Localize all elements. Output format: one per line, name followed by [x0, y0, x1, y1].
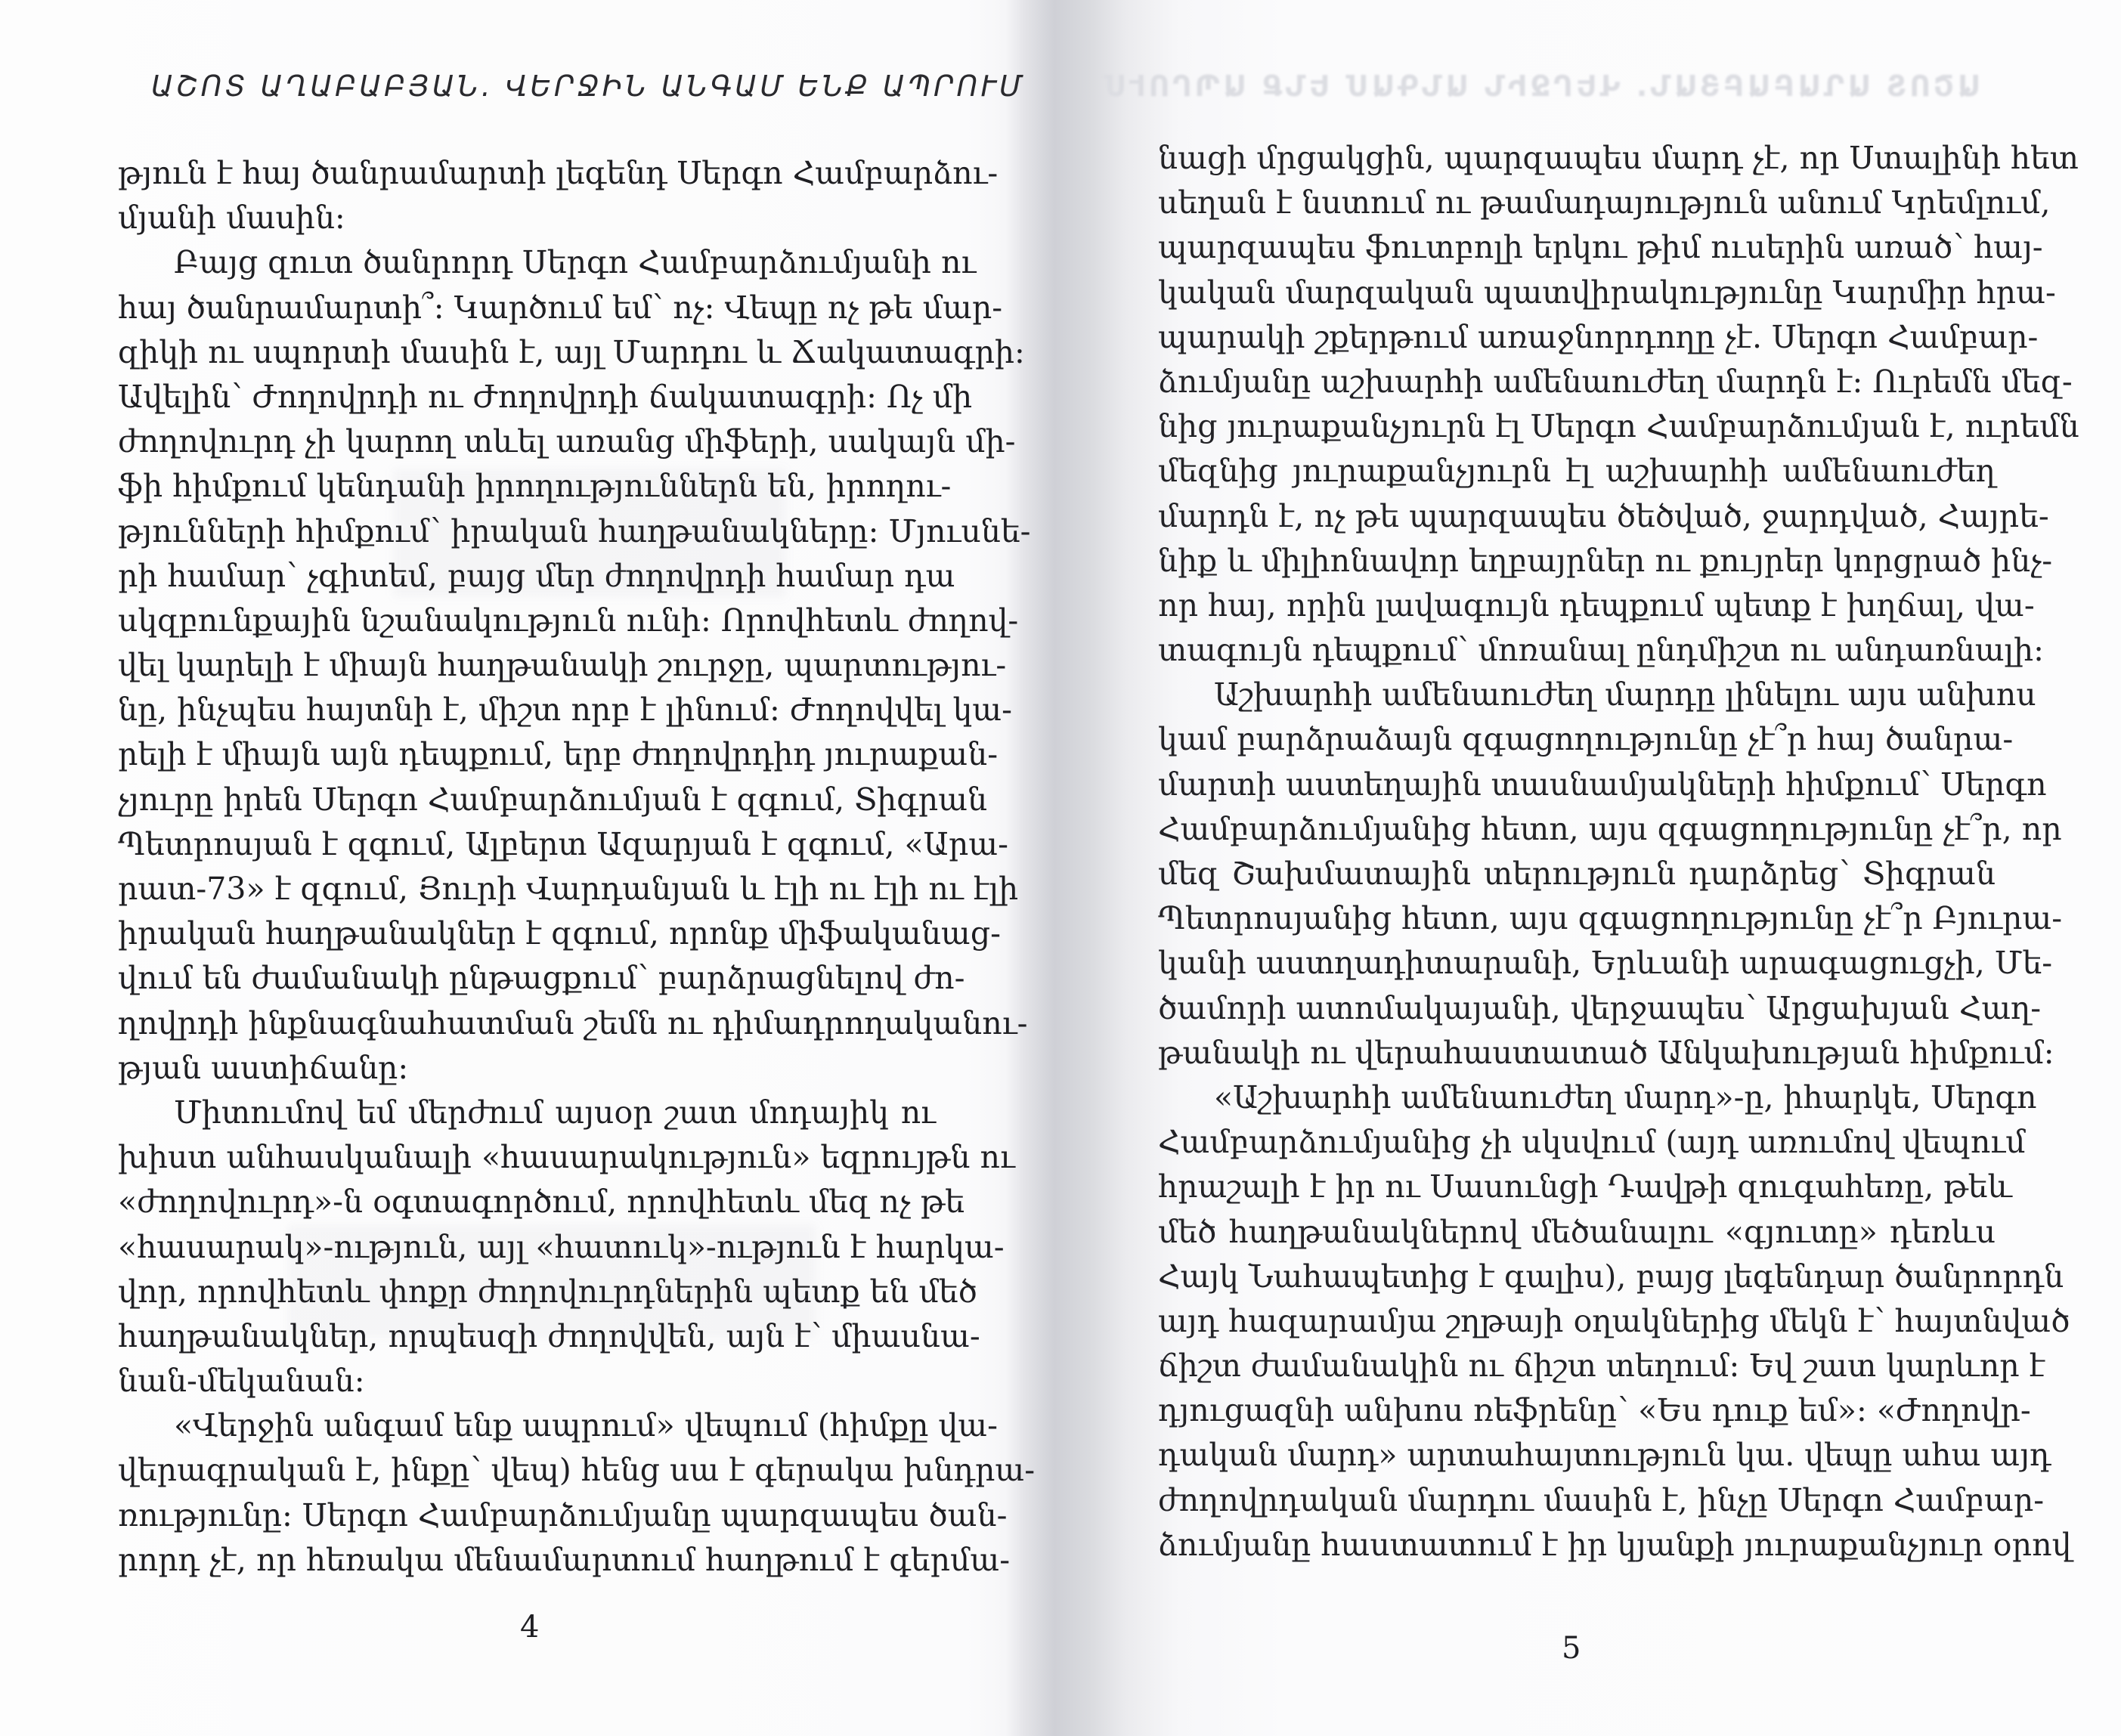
text-line: ծամորի ատոմակայանի, վերջապես՝ Արցախյան Հաղ- — [1158, 989, 2042, 1026]
text-line: «Աշխարհի ամենաուժեղ մարդ»-ը, իհարկե, Սերգո — [1214, 1078, 2037, 1116]
text-line: սկզբունքային նշանակություն ունի: Որովհետև ժողով- — [118, 602, 1019, 639]
text-line: մյանի մասին: — [118, 200, 345, 237]
text-line: թյունների հիմքում՝ իրական հաղթանակները: Մյուսնե- — [118, 512, 1031, 549]
text-line: ճիշտ ժամանակին ու ճիշտ տեղում: Եվ շատ կարևոր է — [1158, 1348, 2045, 1385]
running-head: ԱՇՈՏ ԱՂԱԲԱԲՅԱՆ. ՎԵՐՋԻՆ ԱՆԳԱՄ ԵՆՔ ԱՊՐՈՒՄ — [151, 70, 1026, 103]
text-line: հրաշալի է իր ու Սասունցի Դավթի զուգահեռը, թեև — [1158, 1168, 2012, 1205]
text-line: Բայց զուտ ծանրորդ Սերգո Համբարձումյանի ու — [174, 244, 977, 281]
text-line: խիստ անհասկանալի «հասարակություն» եզրույթն ու — [118, 1139, 1015, 1176]
text-line: րի համար՝ չգիտեմ, բայց մեր ժողովրդի համար դա — [118, 557, 955, 594]
text-line: մեծ հաղթանակներով մեծանալու «գյուտը» դեռևս — [1158, 1213, 1996, 1250]
text-line: նը, ինչպես հայտնի է, միշտ որբ է լինում: Ժողովվել կա- — [118, 692, 1013, 729]
text-line: որ հայ, որին լավագույն դեպքում պետք է խղճալ, վա- — [1158, 586, 2035, 624]
text-line: ձումյանը հաստատում է իր կյանքի յուրաքանչյուր օրով — [1158, 1526, 2072, 1563]
text-line: Պետրոսյանից հետո, այս զգացողությունը չէ՞ր Բյուրա- — [1158, 900, 2063, 937]
text-line: չյուրը իրեն Սերգո Համբարձումյան է զգում, Տիգրան — [118, 781, 988, 818]
text-line: Համբարձումյանից չի սկսվում (այդ առումով վեպում — [1158, 1124, 2026, 1161]
text-line: «Վերջին անգամ ենք ապրում» վեպում (հիմքը վա- — [174, 1407, 999, 1444]
text-line: ռությունը: Սերգո Համբարձումյանը պարզապես ծան- — [118, 1496, 1008, 1533]
text-line: կական մարզական պատվիրակությունը Կարմիր հրա- — [1158, 274, 2056, 311]
text-line: նիք և միլիոնավոր եղբայրներ ու քույրեր կորցրած ինչ- — [1158, 542, 2053, 579]
text-line: նից յուրաքանչյուրն էլ Սերգո Համբարձումյան է, ուրեմն — [1158, 408, 2079, 445]
text-line: այդ հազարամյա շղթայի օղակներից մեկն է՝ հայտնված — [1158, 1302, 2070, 1339]
text-line: րորդ չէ, որ հեռակա մենամարտում հաղթում է գերմա- — [118, 1541, 1011, 1578]
text-line: «հասարակ»-ություն, այլ «հատուկ»-ություն է հարկա- — [118, 1228, 1005, 1265]
text-line: կանի աստղադիտարանի, Երևանի արագացուցչի, Մե- — [1158, 945, 2053, 982]
text-line: դական մարդ» արտահայտություն կա. վեպը ահա այդ — [1158, 1437, 2051, 1474]
text-line: մեզ Շախմատային տերություն դարձրեց՝ Տիգրան — [1158, 856, 1996, 892]
page-number-left: 4 — [520, 1610, 540, 1645]
text-line: ժողովրդական մարդու մասին է, ինչը Սերգո Համբար- — [1158, 1481, 2045, 1518]
text-line: վոր, որովհետև փոքր ժողովուրդներին պետք են մեծ — [118, 1273, 977, 1310]
text-line: հաղթանակներ, որպեսզի ժողովվեն, այն է՝ միասնա- — [118, 1317, 980, 1354]
text-line: Հայկ Նահապետից է գալիս), բայց լեգենդար ծանրորդն — [1158, 1258, 2064, 1295]
text-line: ձումյանը աշխարհի ամենաուժեղ մարդն է: Ուրեմն մեզ- — [1158, 363, 2073, 400]
text-line: սեղան է նստում ու թամադայություն անում Կրեմլում, — [1158, 184, 2051, 221]
text-line: Պետրոսյան է զգում, Ալբերտ Ազարյան է զգում, «Արա- — [118, 825, 1009, 862]
text-line: մարդն է, ոչ թե պարզապես ծեծված, ջարդված, Հայրե- — [1158, 497, 2049, 534]
text-line: ղովրդի ինքնագնահատման շեմն ու դիմադրողականու- — [118, 1004, 1028, 1041]
text-line: թանակի ու վերահաստատած Անկախության հիմքում: — [1158, 1034, 2054, 1071]
page-number-right: 5 — [1562, 1631, 1581, 1666]
text-line: Ավելին՝ Ժողովրդի ու Ժողովրդի ճակատագրի: Ոչ մի — [118, 378, 973, 415]
text-line: րատ-73» է զգում, Յուրի Վարդանյան և էլի ու էլի ու էլի — [118, 871, 1019, 907]
text-line: «ժողովուրդ»-ն օգտագործում, որովհետև մեզ ոչ թե — [118, 1184, 965, 1221]
text-line: րելի է միայն այն դեպքում, երբ ժողովրդիդ յուրաքան- — [118, 736, 999, 773]
right-page-body — [1158, 136, 2079, 1567]
text-line: թյան աստիճանը: — [118, 1049, 409, 1086]
text-line: մարտի աստեղային տասնամյակների հիմքում՝ Սերգո — [1158, 766, 2047, 803]
text-line: նացի մրցակցին, պարզապես մարդ չէ, որ Ստալինի հետ — [1158, 140, 2079, 176]
text-line: վել կարելի է միայն հաղթանակի շուրջը, պարտությու- — [118, 647, 1007, 684]
text-line: զիկի ու սպորտի մասին է, այլ Մարդու և Ճակատագրի: — [118, 333, 1025, 370]
text-line: ժողովուրդ չի կարող տևել առանց միֆերի, սակայն մի- — [118, 423, 1016, 460]
text-line: Միտումով եմ մերժում այսօր շատ մոդայիկ ու — [174, 1094, 936, 1131]
text-line: մեզնից յուրաքանչյուրն էլ աշխարհի ամենաուժեղ — [1158, 453, 1996, 490]
left-page-body — [118, 151, 1036, 1583]
text-line: ֆի հիմքում կենդանի իրողություններն են, իրողու- — [118, 468, 952, 505]
text-line: հայ ծանրամարտի՞: Կարծում եմ՝ ոչ: Վեպը ոչ թե մար- — [118, 289, 1003, 326]
text-line: Համբարձումյանից հետո, այս զգացողությունը չէ՞ր, որ — [1158, 810, 2062, 847]
text-line: նան-մեկանան: — [118, 1363, 365, 1400]
text-line: վում են ժամանակի ընթացքում՝ բարձրացնելով ժո- — [118, 960, 965, 997]
text-line: Աշխարհի ամենաուժեղ մարդը լինելու այս անխոս — [1214, 676, 2036, 713]
text-line: պարզապես ֆուտբոլի երկու թիմ ուսերին առած՝ հայ- — [1158, 229, 2043, 266]
text-line: իրական հաղթանակներ է զգում, որոնք միֆականաց- — [118, 915, 1001, 952]
running-head-show-through: ԱՇՈՏ ԱՂԱԲԱԲՅԱՆ. ՎԵՐՋԻՆ ԱՆԳԱՄ ԵՆՔ ԱՊՐՈՒՄ — [1101, 70, 1980, 103]
text-line: վերագրական է, ինքը՝ վեպ) հենց սա է գերակա խնդրա- — [118, 1452, 1036, 1489]
text-line: պարակի շքերթում առաջնորդողը չէ. Սերգո Համբար- — [1158, 318, 2039, 355]
text-line: թյուն է հայ ծանրամարտի լեգենդ Սերգո Համբարձու- — [118, 155, 999, 191]
text-line: կամ բարձրաձայն զգացողությունը չէ՞ր հայ ծանրա- — [1158, 721, 2014, 758]
text-line: դյուցազնի անխոս ռեֆրենը՝ «Ես դուք եմ»: «Ժողովր- — [1158, 1392, 2031, 1429]
text-line: տագույն դեպքում՝ մոռանալ ընդմիշտ ու անդառնալի: — [1158, 632, 2044, 669]
